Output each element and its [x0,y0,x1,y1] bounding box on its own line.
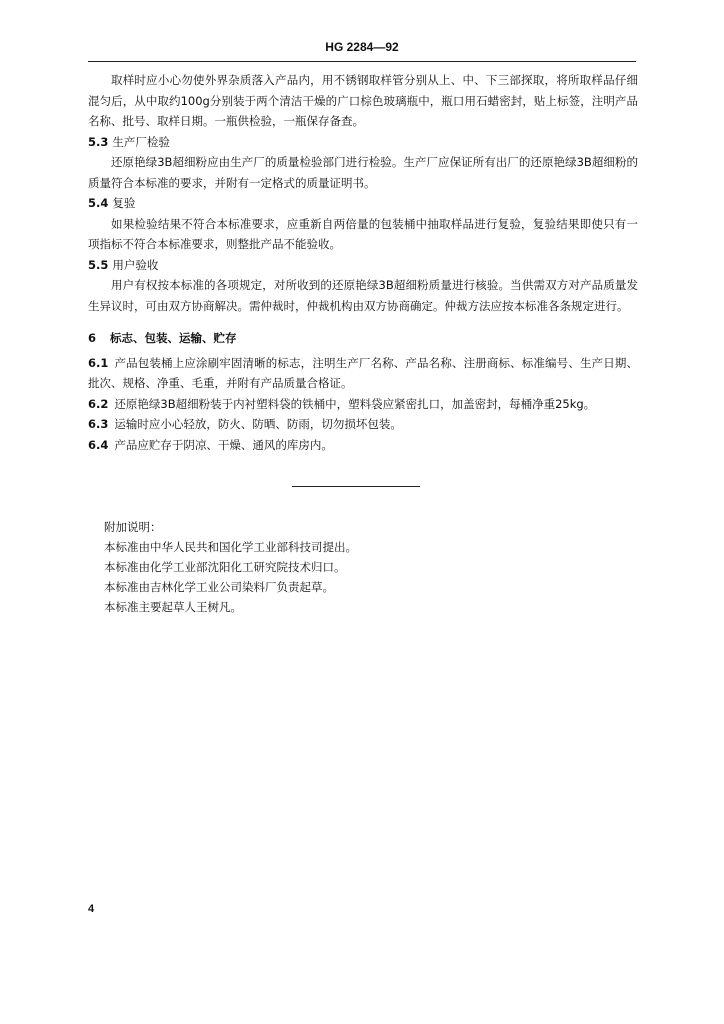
clause-text: 产品包装桶上应涂刷牢固清晰的标志，注明生产厂名称、产品名称、注册商标、标准编号、生产日期、批次、规格、净重、毛重，并附有产品质量合格证。 [88,355,638,390]
section-text-5-5: 用户有权按本标准的各项规定，对所收到的还原艳绿3B超细粉质量进行核验。当供需双方对产品质量发生异议时，可由双方协商解决。需仲裁时，仲裁机构由双方协商确定。仲裁方法应按本标准各条规定进行。 [88,278,638,313]
clause-number: 6.4 [88,437,109,452]
clause-6-2 [88,394,638,415]
appendix-line: 本标准由吉林化学工业公司染料厂负责起草。 [104,580,334,594]
end-of-text-rule [292,486,420,487]
clause-6-3 [88,414,638,435]
chapter-title: 标志、包装、运输、贮存 [110,331,237,345]
appendix-line: 本标准由化学工业部沈阳化工研究院技术归口。 [104,560,346,574]
section-number: 5.5 [88,257,109,272]
clause-text: 运输时应小心轻放，防火、防晒、防雨，切勿损坏包装。 [114,417,402,431]
clause-6-1 [88,353,638,394]
section-title: 用户验收 [112,257,159,272]
appendix-line: 本标准由中华人民共和国化学工业部科技司提出。 [104,540,357,554]
section-text-5-4: 如果检验结果不符合本标准要求，应重新自两倍量的包装桶中抽取样品进行复验，复验结果即使只有一项指标不符合本标准要求，则整批产品不能验收。 [88,216,638,251]
chapter-heading-6 [88,328,638,349]
appendix-line: 本标准主要起草人王树凡。 [104,600,242,614]
section-heading-5-3 [88,132,638,153]
clause-text: 还原艳绿3B超细粉装于内衬塑料袋的铁桶中，塑料袋应紧密扎口，加盖密封，每桶净重25kg。 [114,396,596,411]
section-number: 5.4 [88,196,109,210]
clause-text: 产品应贮存于阴凉、干燥、通风的库房内。 [114,437,333,452]
section-text-5-3: 还原艳绿3B超细粉应由生产厂的质量检验部门进行检验。生产厂应保证所有出厂的还原艳绿3B超细粉的质量符合本标准的要求，并附有一定格式的质量证明书。 [88,155,638,190]
section-heading-5-4 [88,193,638,214]
main-text [88,70,638,455]
section-heading-5-5 [88,255,638,276]
clause-6-4 [88,435,638,456]
section-title: 生产厂检验 [112,134,170,149]
clause-number: 6.2 [88,396,109,411]
intro-paragraph: 取样时应小心勿使外界杂质落入产品内，用不锈钢取样管分别从上、中、下三部探取，将所取样品仔细混匀后，从中取约100g分别装于两个清洁干燥的广口棕色玻璃瓶中，瓶口用石蜡密封，贴上标签，注明产品名称、批号、取样日期。一瓶供检验，一瓶保存备查。 [88,73,638,128]
header-rule [88,61,636,62]
clause-number: 6.1 [88,355,109,370]
chapter-number: 6 [88,331,97,345]
appendix-heading: 附加说明： [104,520,162,534]
appendix-notes [104,517,624,617]
section-title: 复验 [112,196,136,210]
page-number: 4 [88,903,95,915]
standard-code: HG 2284—92 [325,40,399,54]
clause-number: 6.3 [88,417,109,431]
section-number: 5.3 [88,134,109,149]
